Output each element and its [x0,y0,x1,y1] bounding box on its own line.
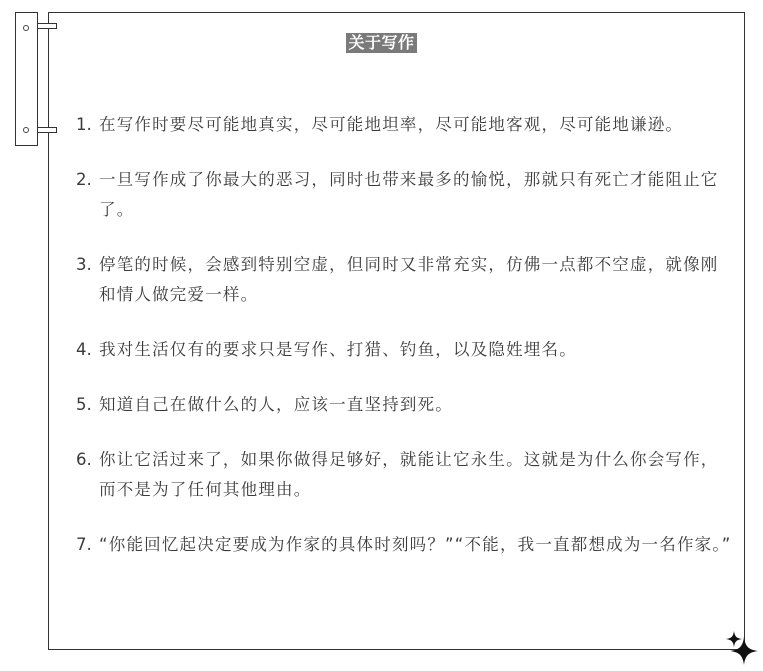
list-number: 4. [76,340,92,359]
binder-tab-icon [38,127,57,133]
list-item [76,165,734,225]
list-text: 一旦写作成了你最大的恶习，同时也带来最多的愉悦，那就只有死亡才能阻止它了。 [99,170,719,219]
large-sparkle-icon [730,637,758,665]
list-item [76,335,734,365]
binder-tab-icon [38,23,57,29]
list-number: 5. [76,395,92,414]
list-number: 7. [76,535,92,554]
list-item [76,250,734,310]
page-title-wrap [0,33,763,53]
list-text: 你让它活过来了，如果你做得足够好，就能让它永生。这就是为什么你会写作，而不是为了任何其他理由。 [99,450,719,499]
list-item [76,530,734,560]
list-item [76,390,734,420]
list-text: 知道自己在做什么的人，应该一直坚持到死。 [99,395,453,414]
quote-list [76,110,734,585]
list-text: 停笔的时候，会感到特别空虚，但同时又非常充实，仿佛一点都不空虚，就像刚和情人做完爱一样。 [99,255,719,304]
list-number: 1. [76,115,92,134]
list-number: 2. [76,170,92,189]
list-text: “你能回忆起决定要成为作家的具体时刻吗？”“不能，我一直都想成为一名作家。” [99,535,732,554]
list-item [76,445,734,505]
binder-clip-icon [15,12,38,146]
binder-hole-icon [23,127,29,133]
list-number: 3. [76,255,92,274]
page-title: 关于写作 [348,33,415,52]
binder-hole-icon [23,25,29,31]
list-text: 在写作时要尽可能地真实，尽可能地坦率，尽可能地客观，尽可能地谦逊。 [99,115,684,134]
list-number: 6. [76,450,92,469]
list-text: 我对生活仅有的要求只是写作、打猎、钓鱼，以及隐姓埋名。 [99,340,577,359]
list-item [76,110,734,140]
